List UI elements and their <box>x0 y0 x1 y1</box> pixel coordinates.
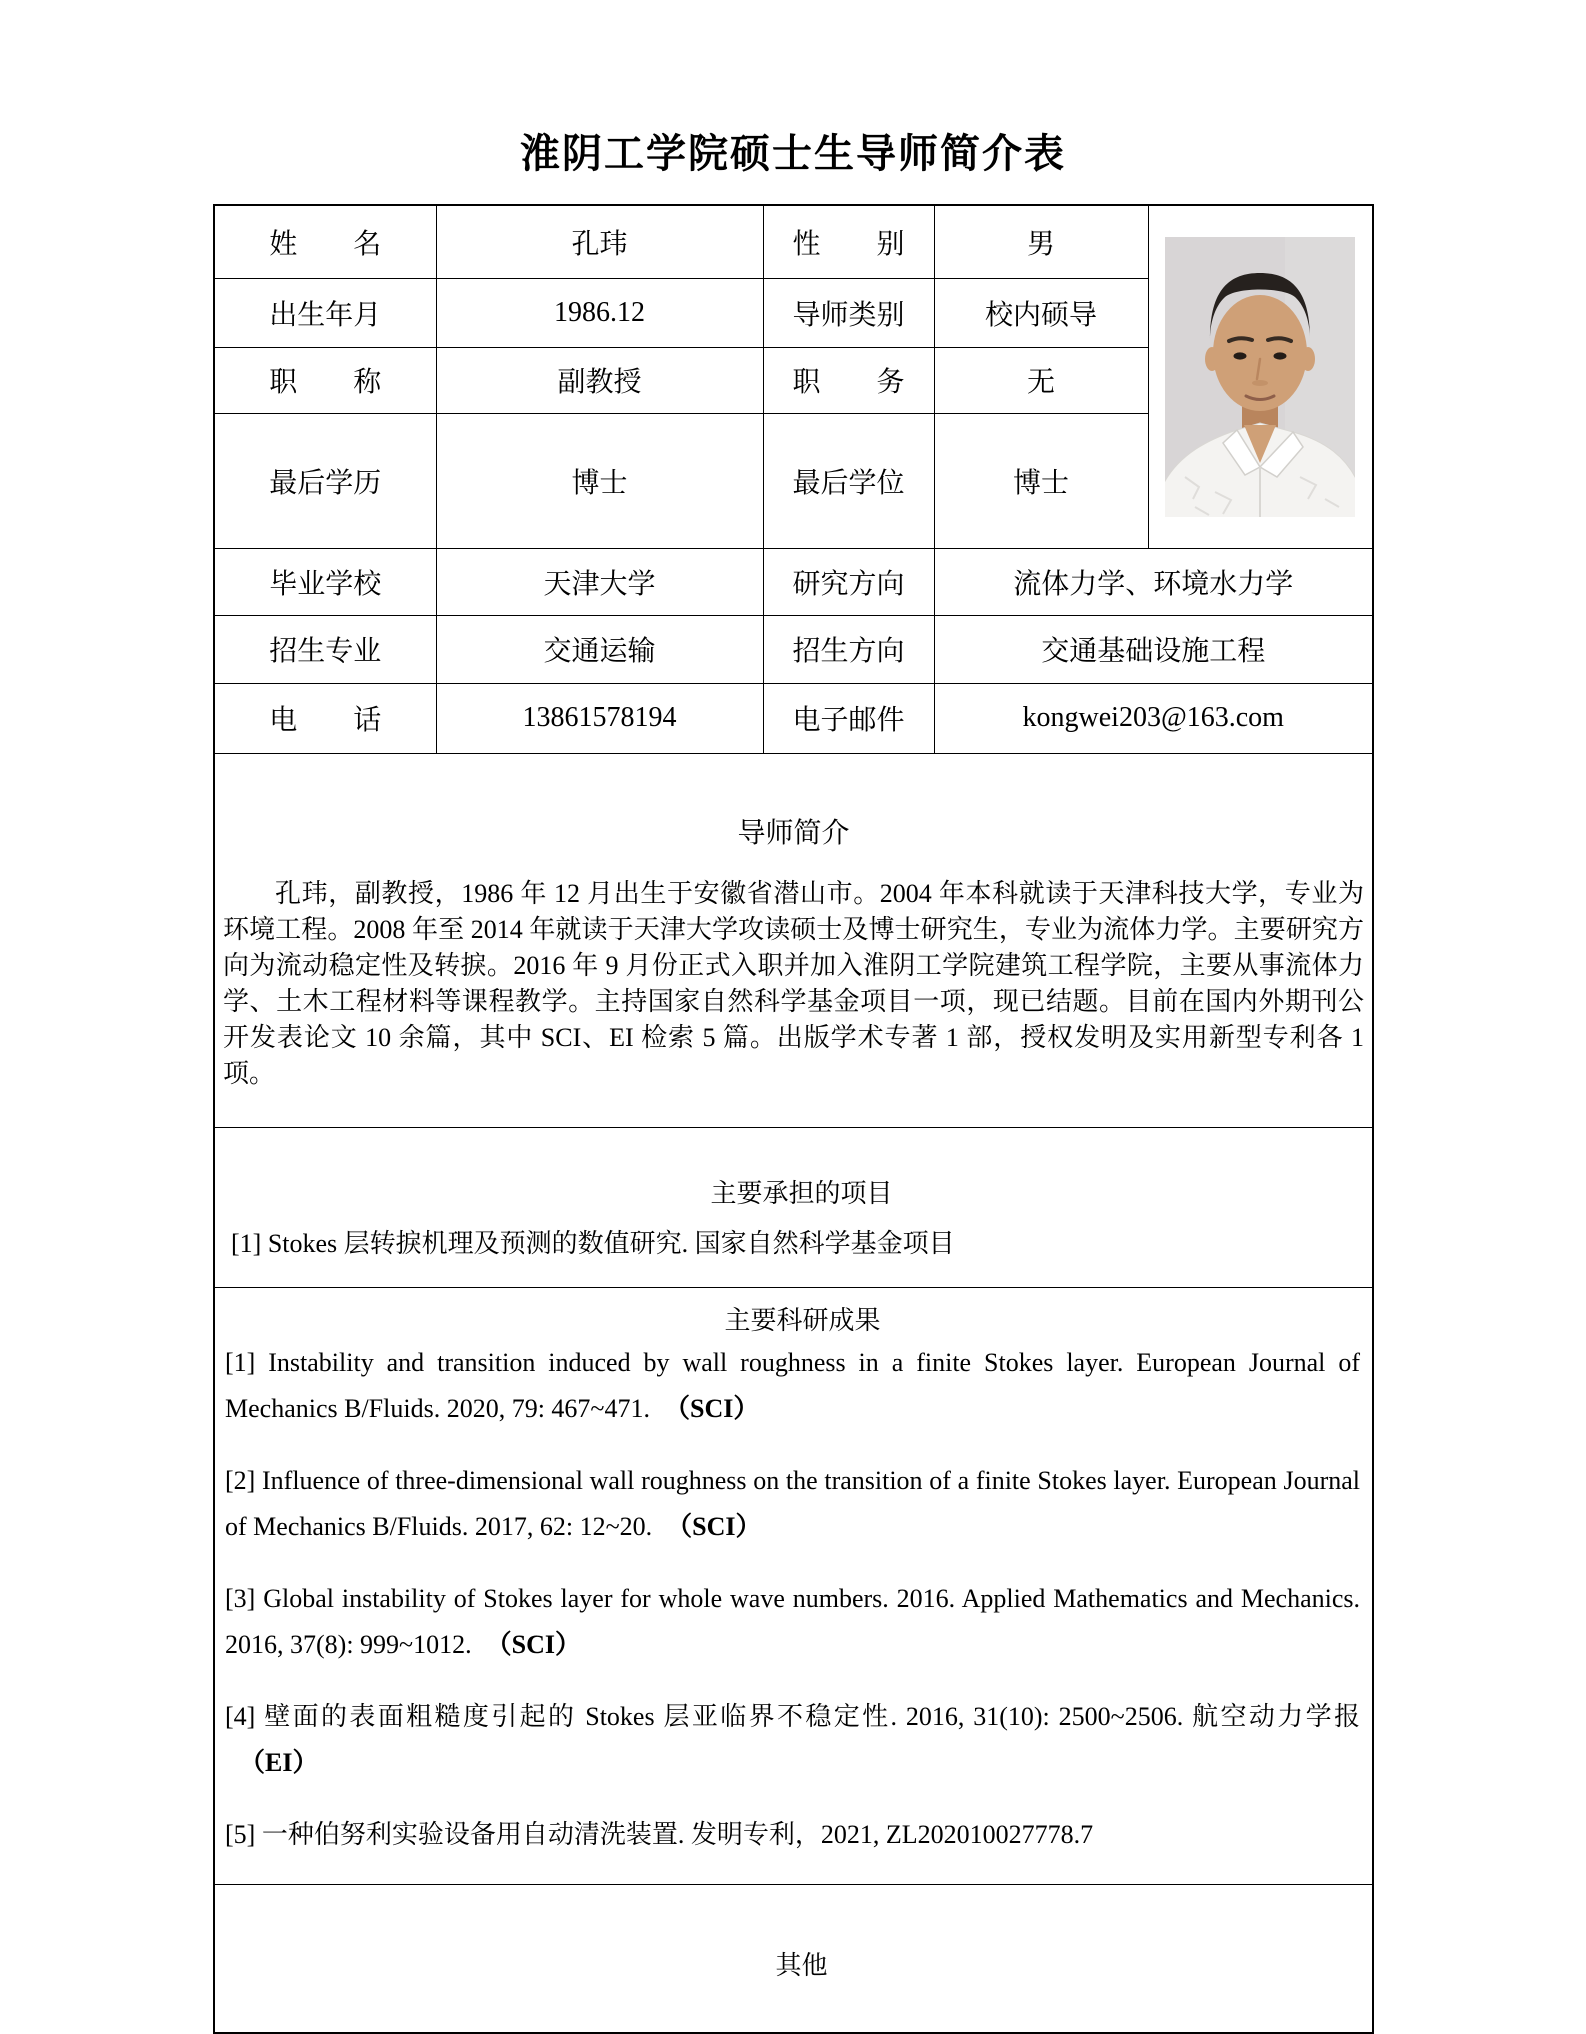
degree-value: 博士 <box>934 413 1148 548</box>
gender-value: 男 <box>934 205 1148 278</box>
name-label: 姓 名 <box>214 205 436 278</box>
duty-value: 无 <box>934 347 1148 413</box>
other-section <box>214 1884 1373 2033</box>
major-label: 招生专业 <box>214 615 436 683</box>
face <box>1213 295 1307 411</box>
supervisor-photo <box>1165 237 1355 517</box>
birth-label: 出生年月 <box>214 278 436 347</box>
publication-item: [5] 一种伯努利实验设备用自动清洗装置. 发明专利，2021, ZL202010027778.7 <box>225 1819 1094 1849</box>
intro-heading: 导师简介 <box>737 818 850 849</box>
table-row <box>214 548 1373 615</box>
direction-label: 招生方向 <box>763 615 934 683</box>
name-value: 孔玮 <box>436 205 763 278</box>
email-value: kongwei203@163.com <box>934 683 1373 753</box>
phone-label: 电 话 <box>214 683 436 753</box>
table-row <box>214 615 1373 683</box>
mentor-type-value: 校内硕导 <box>934 278 1148 347</box>
title-label: 职 称 <box>214 347 436 413</box>
research-value: 流体力学、环境水力学 <box>934 548 1373 615</box>
achievements-heading: 主要科研成果 <box>724 1305 881 1335</box>
mentor-type-label: 导师类别 <box>763 278 934 347</box>
intro-paragraph: 孔玮，副教授，1986 年 12 月出生于安徽省潜山市。2004 年本科就读于天津科技大学，专业为环境工程。2008 年至 2014 年就读于天津大学攻读硕士及博士研究生，专业为流体力学。主要研究方向为流动稳定性及转捩。2016 年 9 月份正式入职并加入淮阴工学院建筑工程学院，主要从事流体力学、土木工程材料等课程教学。主持国家自然科学基金项目一项，现已结题。目前在国内外期刊公开发表论文 10 余篇，其中 SCI、EI 检索 5 篇。出版学术专著 1 部，授权发明及实用新型专利各 1 项。 <box>223 879 1364 1088</box>
title-value: 副教授 <box>436 347 763 413</box>
project-item: [1] Stokes 层转捩机理及预测的数值研究. 国家自然科学基金项目 <box>231 1229 955 1258</box>
publication-item: [2] Influence of three-dimensional wall roughness on the transition of a finite Stokes layer. European Journal of Mechanics B/Fluids. 2017, 62: 12~20. （SCI） <box>225 1465 1360 1541</box>
school-label: 毕业学校 <box>214 548 436 615</box>
table-row <box>214 683 1373 753</box>
ei-tag: （EI） <box>239 1747 319 1777</box>
direction-value: 交通基础设施工程 <box>934 615 1373 683</box>
intro-section <box>214 753 1373 1127</box>
education-value: 博士 <box>436 413 763 548</box>
supervisor-profile-table <box>213 204 1374 2034</box>
projects-heading: 主要承担的项目 <box>710 1179 893 1208</box>
publication-item: [4] 壁面的表面粗糙度引起的 Stokes 层亚临界不稳定性. 2016, 31(10): 2500~2506. 航空动力学报（EI） <box>225 1701 1360 1777</box>
page-title: 淮阴工学院硕士生导师简介表 <box>520 132 1066 176</box>
sci-tag: （SCI） <box>485 1629 581 1659</box>
school-value: 天津大学 <box>436 548 763 615</box>
gender-label: 性 别 <box>763 205 934 278</box>
publication-item: [3] Global instability of Stokes layer for whole wave numbers. 2016. Applied Mathematics and Mechanics. 2016, 37(8): 999~1012. （SCI） <box>225 1583 1360 1659</box>
birth-value: 1986.12 <box>436 278 763 347</box>
other-heading: 其他 <box>775 1951 828 1981</box>
photo-cell <box>1148 205 1373 548</box>
publication-item: [1] Instability and transition induced by wall roughness in a finite Stokes layer. European Journal of Mechanics B/Fluids. 2020, 79: 467~471. （SCI） <box>225 1347 1360 1423</box>
projects-section <box>214 1127 1373 1287</box>
table-row <box>214 205 1373 278</box>
publication-list <box>215 1340 1372 1858</box>
duty-label: 职 务 <box>763 347 934 413</box>
sci-tag: （SCI） <box>664 1393 760 1423</box>
education-label: 最后学历 <box>214 413 436 548</box>
achievements-section <box>214 1287 1373 1884</box>
research-label: 研究方向 <box>763 548 934 615</box>
degree-label: 最后学位 <box>763 413 934 548</box>
email-label: 电子邮件 <box>763 683 934 753</box>
phone-value: 13861578194 <box>436 683 763 753</box>
major-value: 交通运输 <box>436 615 763 683</box>
sci-tag: （SCI） <box>666 1511 762 1541</box>
